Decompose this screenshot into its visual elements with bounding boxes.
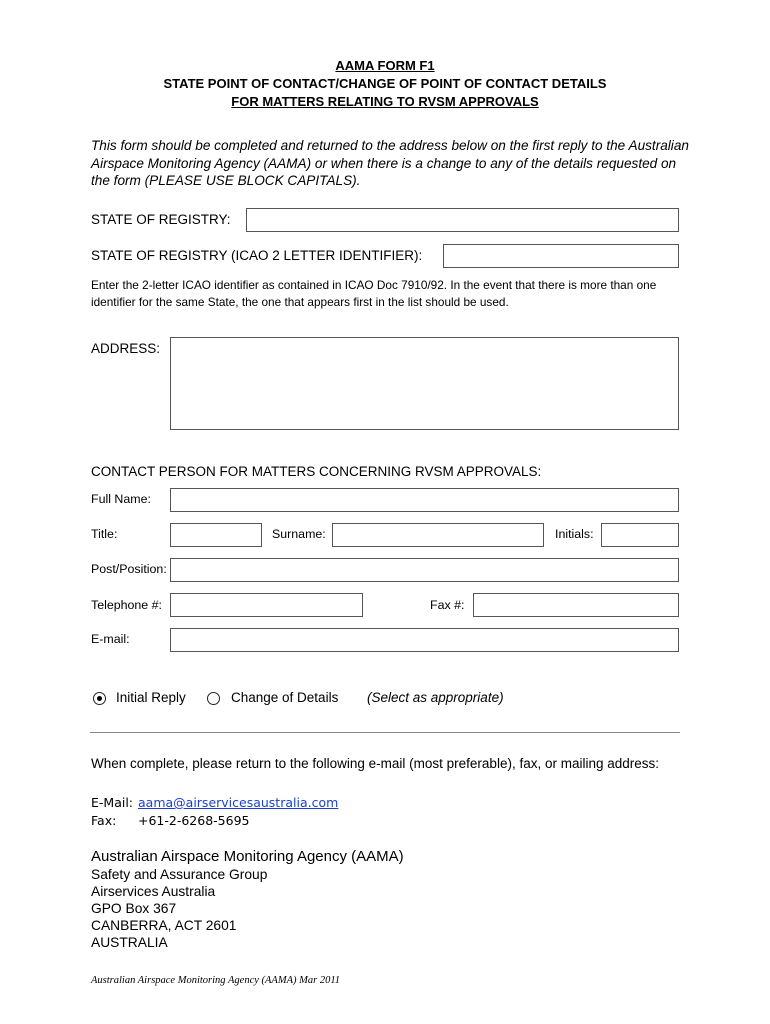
divider	[90, 732, 680, 733]
agency-name: Australian Airspace Monitoring Agency (AAMA)	[91, 848, 404, 865]
address-line: Airservices Australia	[91, 884, 216, 899]
title-label: Title:	[91, 527, 118, 541]
return-instruction: When complete, please return to the following e-mail (most preferable), fax, or mailing address:	[91, 756, 660, 771]
page-footer: Australian Airspace Monitoring Agency (AAMA) Mar 2011	[91, 975, 341, 986]
telephone-label: Telephone #:	[91, 598, 162, 612]
return-fax-label: Fax:	[91, 813, 117, 828]
email-input[interactable]	[170, 628, 679, 652]
address-label: ADDRESS:	[91, 341, 161, 356]
select-hint: (Select as appropriate)	[367, 690, 504, 705]
icao-identifier-input[interactable]	[443, 244, 679, 268]
return-email-label: E-Mail:	[91, 795, 134, 810]
return-email-link[interactable]: aama@airservicesaustralia.com	[138, 795, 339, 810]
radio-selected-dot	[97, 696, 102, 701]
change-of-details-radio[interactable]	[207, 692, 220, 705]
icao-identifier-label: STATE OF REGISTRY (ICAO 2 LETTER IDENTIFIER):	[91, 248, 423, 263]
fax-input[interactable]	[473, 593, 679, 617]
address-line: CANBERRA, ACT 2601	[91, 918, 237, 933]
full-name-label: Full Name:	[91, 492, 151, 506]
form-subtitle: FOR MATTERS RELATING TO RVSM APPROVALS	[231, 94, 539, 109]
change-of-details-label[interactable]: Change of Details	[231, 690, 339, 705]
intro-text: This form should be completed and returned to the address below on the first reply to the Australian Airspace Monitoring Agency (AAMA) or when there is a change to any of the details requested on the form (PLEASE USE BLOCK CAPITALS).	[91, 138, 689, 188]
form-title: STATE POINT OF CONTACT/CHANGE OF POINT OF CONTACT DETAILS	[163, 76, 607, 91]
state-of-registry-input[interactable]	[246, 208, 679, 232]
initials-label: Initials:	[555, 527, 594, 541]
return-fax-number: +61-2-6268-5695	[138, 813, 250, 828]
fax-label: Fax #:	[430, 598, 465, 612]
icao-note: Enter the 2-letter ICAO identifier as contained in ICAO Doc 7910/92. In the event that there is more than one identifier for the same State, the one that appears first in the list should be used.	[91, 278, 657, 309]
full-name-input[interactable]	[170, 488, 679, 512]
telephone-input[interactable]	[170, 593, 363, 617]
form-code: AAMA FORM F1	[335, 58, 435, 73]
address-line: Safety and Assurance Group	[91, 867, 268, 882]
address-line: AUSTRALIA	[91, 935, 168, 950]
post-position-input[interactable]	[170, 558, 679, 582]
email-label: E-mail:	[91, 632, 130, 646]
contact-heading: CONTACT PERSON FOR MATTERS CONCERNING RVSM APPROVALS:	[91, 464, 542, 479]
surname-input[interactable]	[332, 523, 544, 547]
initial-reply-radio[interactable]	[93, 692, 106, 705]
surname-label: Surname:	[272, 527, 326, 541]
post-position-label: Post/Position:	[91, 562, 167, 576]
title-input[interactable]	[170, 523, 262, 547]
address-input[interactable]	[170, 337, 679, 430]
address-line: GPO Box 367	[91, 901, 177, 916]
state-of-registry-label: STATE OF REGISTRY:	[91, 212, 231, 227]
initials-input[interactable]	[601, 523, 679, 547]
initial-reply-label[interactable]: Initial Reply	[116, 690, 186, 705]
